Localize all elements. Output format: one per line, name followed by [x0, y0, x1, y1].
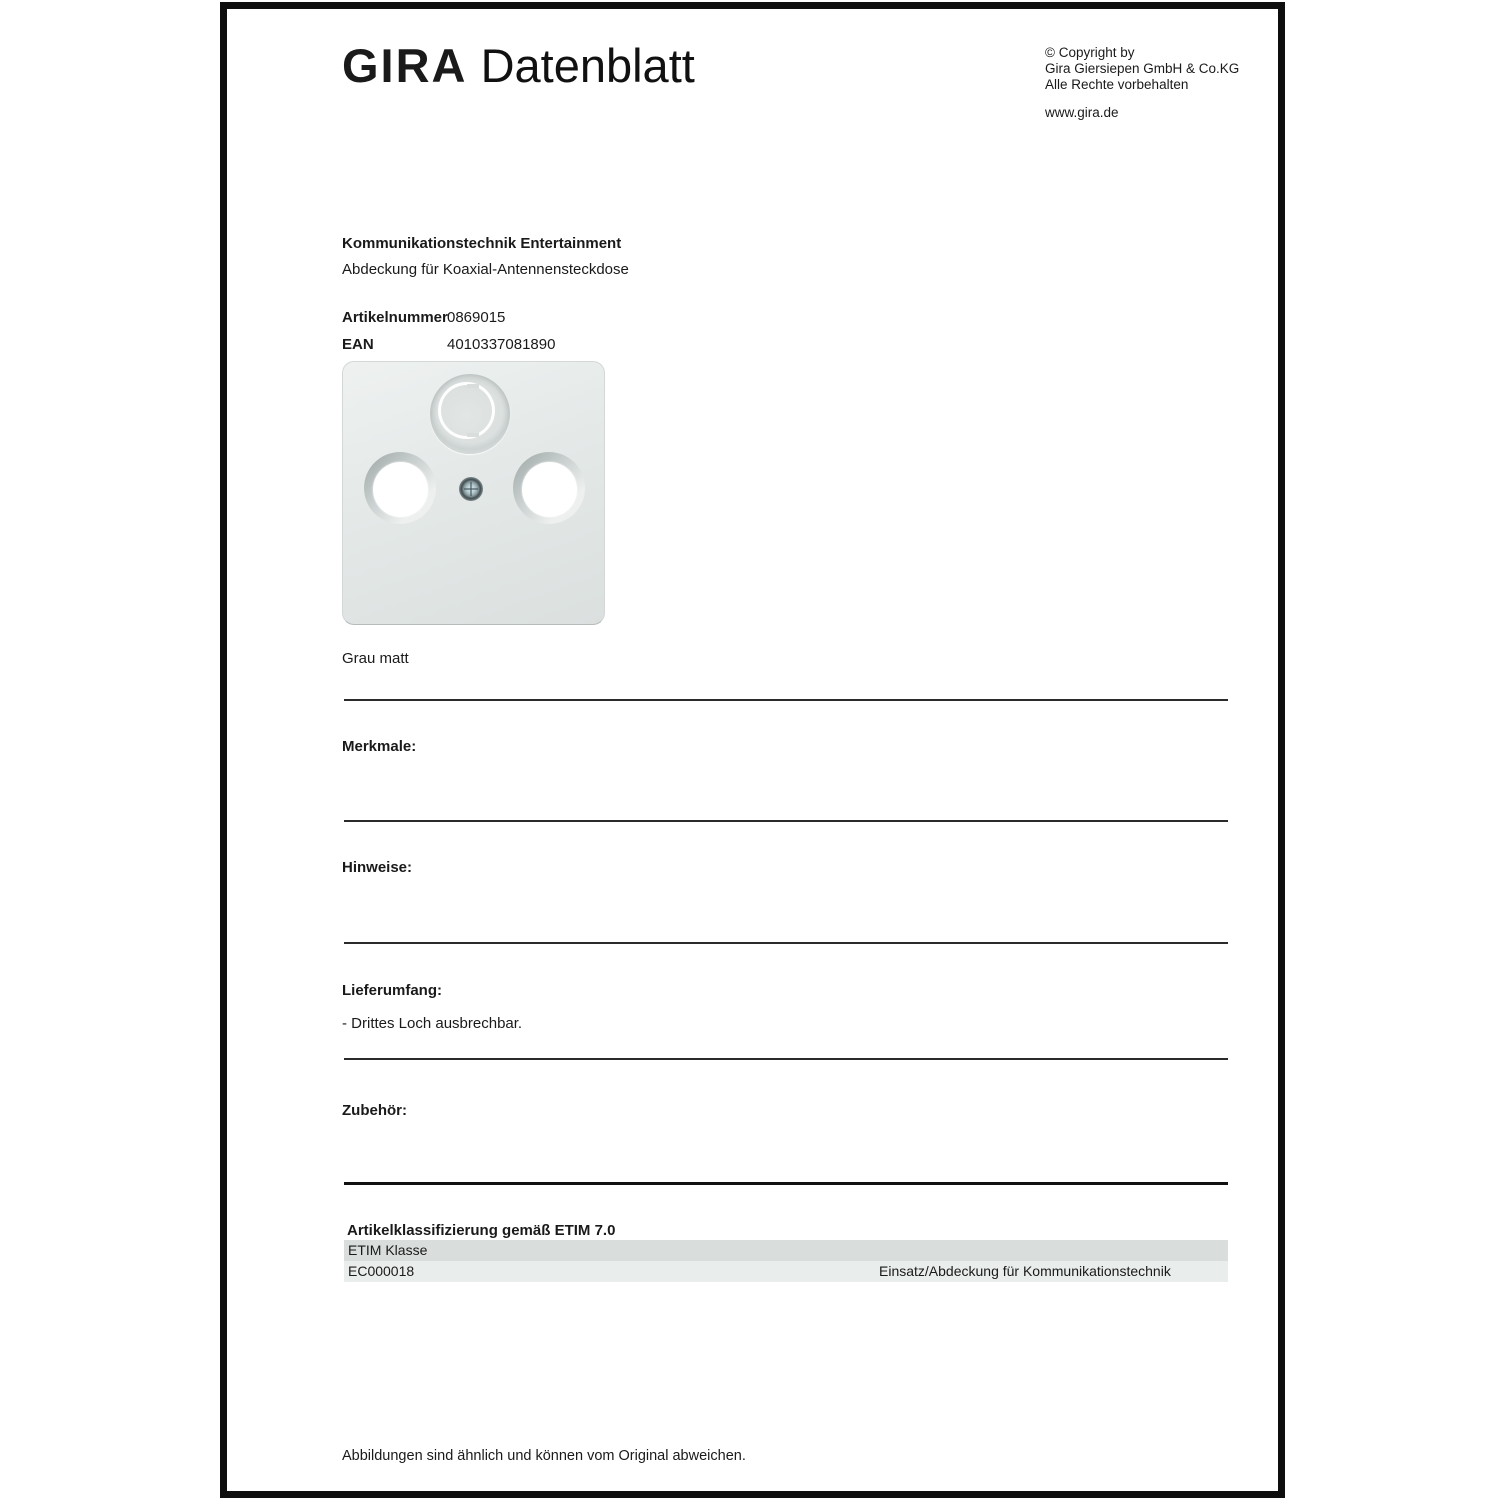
etim-table-header: ETIM Klasse	[344, 1240, 1228, 1261]
ean-label: EAN	[342, 336, 374, 353]
etim-classification-table	[344, 1240, 1228, 1282]
document-type: Datenblatt	[480, 39, 695, 92]
brand-name: GIRA	[342, 39, 468, 92]
etim-table-row	[344, 1261, 1228, 1282]
plate-top-breakout-hole	[430, 374, 510, 454]
plate-left-hole-opening	[373, 462, 428, 517]
copyright-line-2: Gira Giersiepen GmbH & Co.KG	[1045, 61, 1240, 76]
product-category: Kommunikationstechnik Entertainment	[342, 235, 622, 252]
ring-notch-top	[467, 384, 479, 388]
section-heading-zubehoer: Zubehör:	[342, 1102, 407, 1119]
section-heading-lieferumfang: Lieferumfang:	[342, 982, 443, 999]
section-heading-hinweise: Hinweise:	[342, 859, 413, 876]
section-heading-merkmale: Merkmale:	[342, 738, 417, 755]
classification-title: Artikelklassifizierung gemäß ETIM 7.0	[347, 1222, 616, 1239]
plate-right-hole	[513, 452, 585, 524]
datasheet-content	[227, 9, 1278, 1491]
gira-logo	[342, 39, 695, 92]
datasheet-page	[220, 2, 1285, 1498]
article-number-value: 0869015	[447, 309, 506, 326]
copyright-line-1: © Copyright by	[1045, 45, 1135, 60]
section-divider	[344, 820, 1228, 822]
section-divider	[344, 1058, 1228, 1060]
screw-slot-horizontal	[464, 488, 478, 490]
lieferumfang-item: - Drittes Loch ausbrechbar.	[342, 1015, 523, 1032]
copyright-block	[1045, 45, 1295, 93]
product-image	[342, 361, 605, 625]
plate-right-hole-opening	[522, 462, 577, 517]
etim-class-code: EC000018	[348, 1263, 415, 1279]
product-name: Abdeckung für Koaxial-Antennensteckdose	[342, 261, 629, 278]
copyright-line-3: Alle Rechte vorbehalten	[1045, 77, 1189, 92]
plate-top-ring	[438, 382, 495, 439]
classification-divider	[344, 1182, 1228, 1185]
plate-left-hole	[364, 452, 436, 524]
website-link: www.gira.de	[1045, 105, 1119, 120]
color-name: Grau matt	[342, 650, 409, 667]
section-divider	[344, 699, 1228, 701]
etim-class-description: Einsatz/Abdeckung für Kommunikationstechnik	[879, 1263, 1171, 1279]
plate-center-screw	[459, 477, 483, 501]
section-divider	[344, 942, 1228, 944]
ean-value: 4010337081890	[447, 336, 556, 353]
disclaimer-text: Abbildungen sind ähnlich und können vom Original abweichen.	[342, 1448, 746, 1464]
ring-notch-bottom	[467, 433, 479, 437]
article-number-label: Artikelnummer	[342, 309, 448, 326]
